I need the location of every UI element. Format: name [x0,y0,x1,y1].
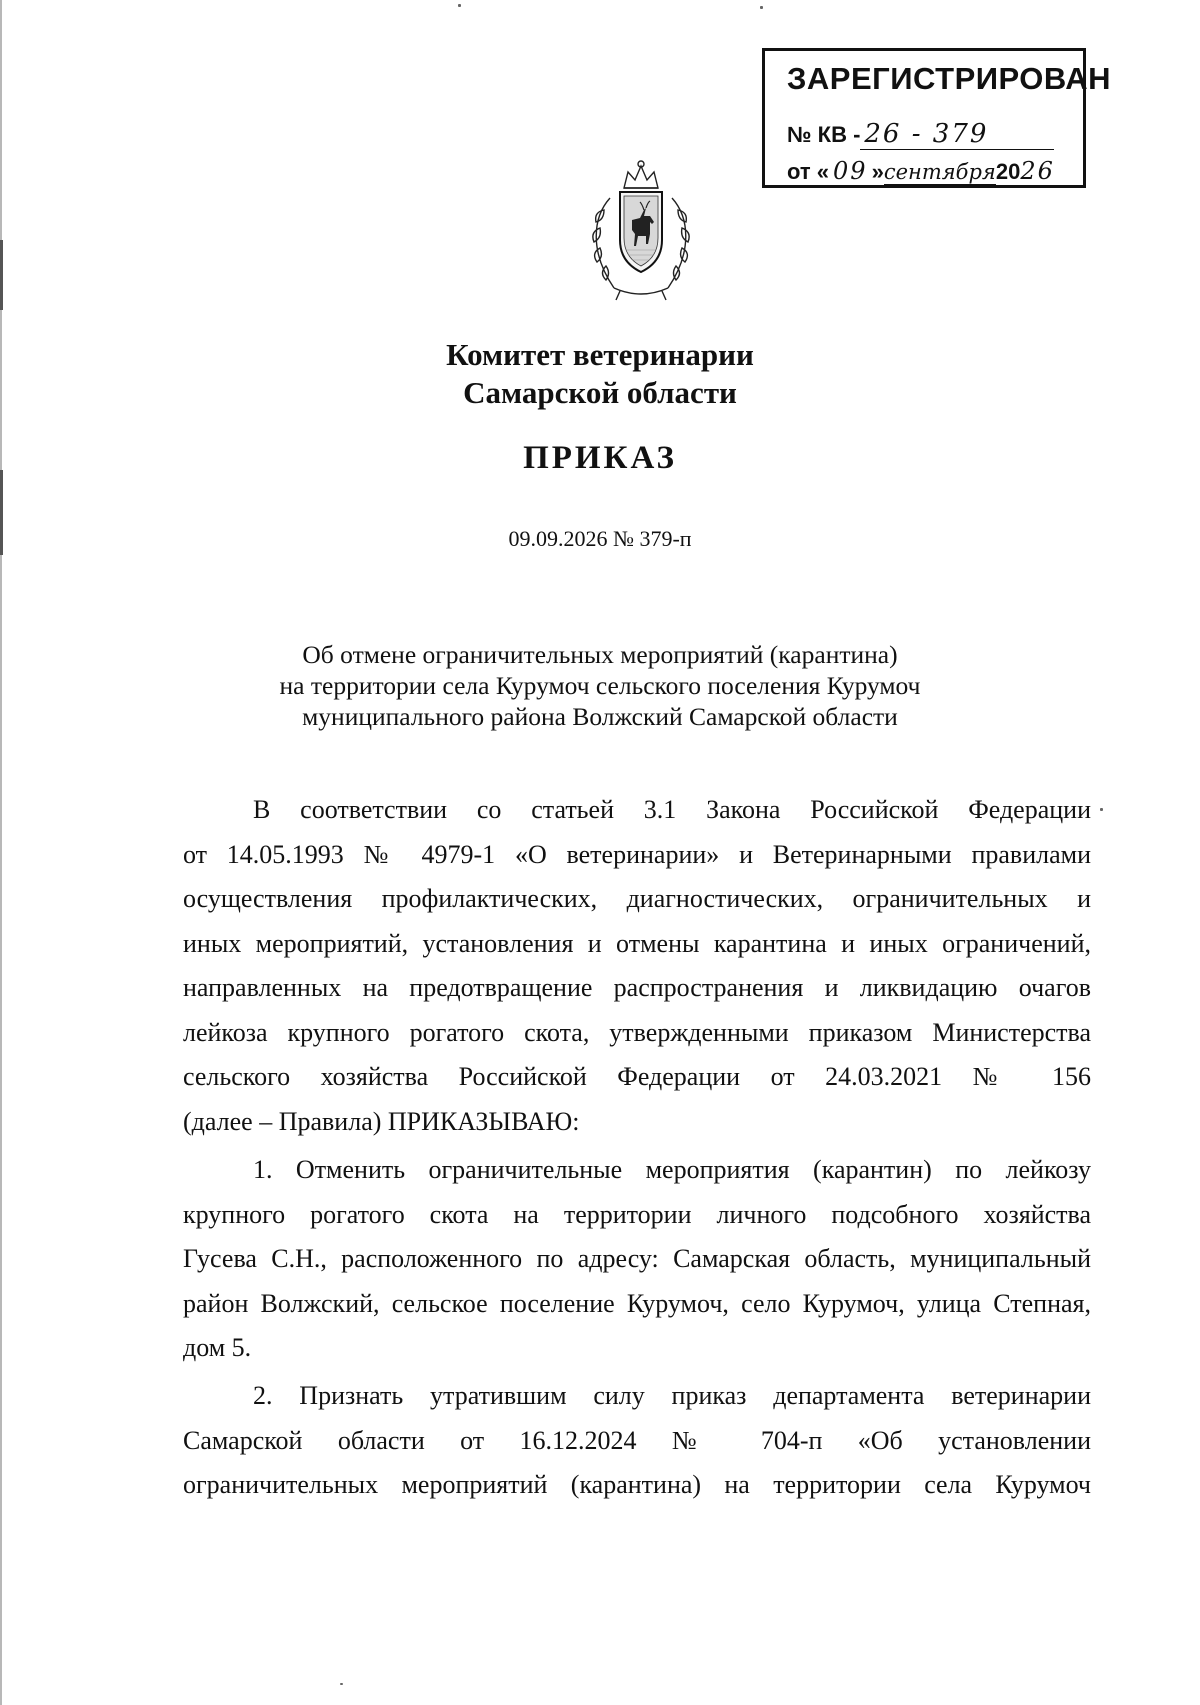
stamp-date-month: сентября [883,160,996,184]
stamp-number-line [787,119,1054,150]
scan-speck [760,6,763,9]
text-line: район Волжский, сельское поселение Курумоч, село Курумоч, улица Степная, [183,1288,1091,1318]
text-line: иных мероприятий, установления и отмены карантина и иных ограничений, [183,928,1091,958]
text-line: 2. Признать утратившим силу приказ департамента ветеринарии [253,1381,1091,1410]
order-item-1 [183,1148,1091,1371]
document-subject [0,639,1200,732]
text-line: направленных на предотвращение распространения и ликвидацию очагов [183,973,1091,1002]
text-line: Самарской области от 16.12.2024 № 704-п «Об установлении [183,1425,1091,1455]
samara-coat-of-arms-icon [580,158,702,304]
scan-speck [340,1683,343,1685]
stamp-number-value: 26 - 379 [860,119,1054,150]
organization-name-line2: Самарской области [463,375,737,410]
text-line: дом 5. [183,1333,252,1362]
preamble-paragraph [183,788,1091,1144]
stamp-title: ЗАРЕГИСТРИРОВАН [787,61,1112,96]
stamp-date-year: 20 [995,159,1021,184]
stamp-date-prefix: от « [787,159,830,184]
text-line: ограничительных мероприятий (карантина) на территории села Курумоч [183,1470,1091,1499]
subject-line: на территории села Курумоч сельского поселения Курумоч [279,671,921,700]
text-line: лейкоза крупного рогатого скота, утвержденными приказом Министерства [183,1017,1091,1047]
text-line: 1. Отменить ограничительные мероприятия (карантин) по лейкозу [253,1155,1091,1184]
text-line: сельского хозяйства Российской Федерации от 24.03.2021 № 156 [183,1062,1091,1091]
text-line: крупного рогатого скота на территории личного подсобного хозяйства [183,1199,1091,1229]
text-line: Гусева С.Н., расположенного по адресу: Самарская область, муниципальный [183,1244,1091,1273]
text-line: от 14.05.1993 № 4979-1 «О ветеринарии» и Ветеринарными правилами [183,839,1091,869]
subject-line: Об отмене ограничительных мероприятий (карантина) [302,640,898,669]
text-line: В соответствии со статьей 3.1 Закона Российской Федерации [253,795,1091,824]
order-item-2 [183,1374,1091,1508]
stamp-number-prefix: № КВ - [787,122,861,147]
document-date-number: 09.09.2026 № 379-п [508,526,692,551]
stamp-date-year-hand: 26 [1020,157,1055,185]
text-line: осуществления профилактических, диагностических, ограничительных и [183,884,1091,913]
stamp-date-line [787,157,1055,186]
stamp-date-mid: » [871,159,884,184]
document-type: ПРИКАЗ [523,440,677,476]
scan-edge-mark [0,240,3,310]
organization-name [0,336,1200,412]
stamp-date-day: 09 [829,157,872,186]
registration-stamp [762,48,1112,188]
scan-speck [1100,808,1103,811]
organization-name-line1: Комитет ветеринарии [446,337,754,372]
scan-speck [458,4,461,7]
text-line: (далее – Правила) ПРИКАЗЫВАЮ: [183,1106,580,1136]
subject-line: муниципального района Волжский Самарской области [302,702,898,731]
